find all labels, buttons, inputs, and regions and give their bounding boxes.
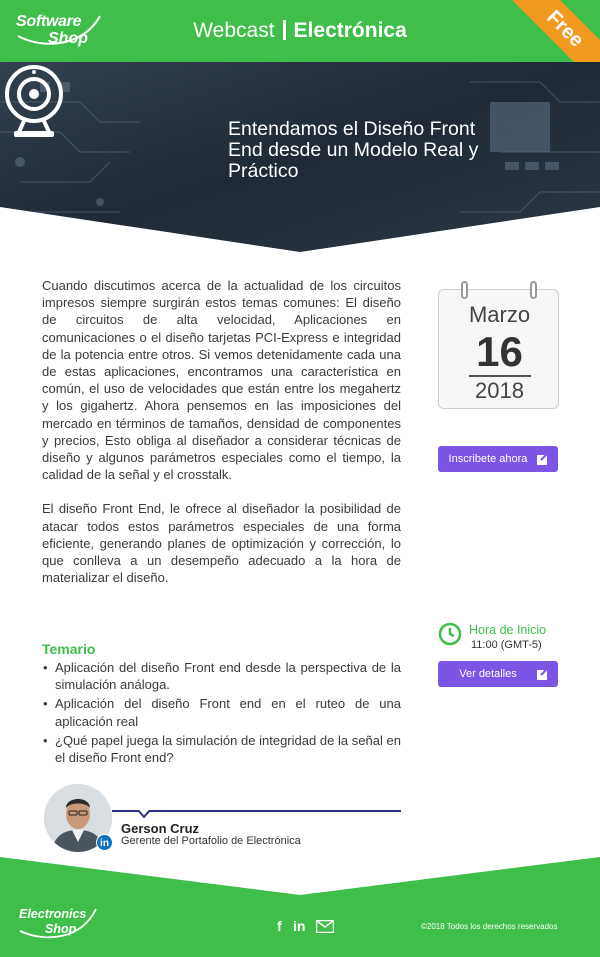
start-time-label: Hora de Inicio <box>469 623 547 637</box>
start-time <box>438 621 563 655</box>
footer <box>0 857 600 957</box>
footer-logo-line-2: Shop <box>45 922 77 936</box>
speaker-name: Gerson Cruz <box>121 821 200 836</box>
title-separator <box>283 20 286 40</box>
electronics-shop-logo[interactable] <box>19 907 86 937</box>
agenda-item: • Aplicación del diseño Front end desde la perspectiva de la simulación análoga. <box>42 659 401 693</box>
date-calendar <box>438 289 559 409</box>
agenda-item: • ¿Qué papel juega la simulación de integridad de la señal en el diseño Front end? <box>42 732 401 766</box>
linkedin-footer-icon[interactable]: in <box>293 918 306 934</box>
webcam-icon <box>0 62 68 142</box>
page-title <box>0 19 600 43</box>
logo-line-1: Software <box>16 13 82 30</box>
external-link-icon <box>536 666 550 682</box>
description-paragraph: Cuando discutimos acerca de la actualidad de los circuitos impresos siempre surgirán estos temas comunes: El diseño de circuitos de alta velocidad, Aplicaciones en comunicaciones o el diseño tarjetas PCI-Express e integridad de la potencia entre otros. Si vemos detenidamente cada una de estas aplicaciones, encontramos una característica en común, el uso de velocidades que están entre los megahertz y los gigahertz. Ahora pensemos en las imposiciones del mercado en términos de tamaños, densidad de componentes y precios, Esto obliga al diseñador a considerar técnicas de diseño y algunos parámetros especiales como el tiempo, la calidad de la señal y el crosstalk. <box>42 278 401 483</box>
event-year: 2018 <box>475 378 524 403</box>
subscribe-label: Inscribete ahora <box>448 453 528 465</box>
copyright-text: ©2018 Todos los derechos reservados <box>421 922 558 931</box>
event-month: Marzo <box>468 302 531 327</box>
footer-logo-line-1: Electronics <box>19 907 87 921</box>
description <box>42 277 401 603</box>
start-time-value: 11:00 (GMT-5) <box>471 639 542 651</box>
event-day: 16 <box>476 328 523 375</box>
hero-banner <box>0 62 600 252</box>
details-label: Ver detalles <box>459 668 517 680</box>
agenda-list <box>42 659 401 768</box>
agenda-title: Temario <box>42 641 96 657</box>
calendar-divider <box>469 375 531 377</box>
mail-icon[interactable] <box>316 920 334 933</box>
facebook-icon[interactable]: f <box>277 918 282 934</box>
details-button[interactable] <box>438 661 558 687</box>
calendar-ring-icon <box>461 281 468 299</box>
logo-line-2: Shop <box>48 30 88 47</box>
speaker-role: Gerente del Portafolio de Electrónica <box>121 835 301 847</box>
title-prefix: Webcast <box>193 19 275 42</box>
header-bar <box>0 0 600 62</box>
agenda-item: • Aplicación del diseño Front end en el ruteo de una aplicación real <box>42 695 401 729</box>
description-paragraph: El diseño Front End, le ofrece al diseñador la posibilidad de atacar todos estos parámetros especiales de una forma eficiente, generando planes de optimización y corrección, lo que conlleva a un desempeño adecuado a la hora de materializar el diseño. <box>42 501 401 586</box>
calendar-ring-icon <box>530 281 537 299</box>
free-badge: Free <box>507 0 600 62</box>
webcast-title: Entendamos el Diseño Front End desde un Modelo Real y Práctico <box>228 118 479 182</box>
external-link-icon <box>536 451 550 467</box>
linkedin-icon[interactable]: in <box>96 834 113 851</box>
title-category: Electrónica <box>293 19 407 42</box>
speaker-divider <box>112 810 401 812</box>
clock-icon <box>438 622 462 646</box>
speaker-notch <box>138 810 150 818</box>
subscribe-button[interactable] <box>438 446 558 472</box>
